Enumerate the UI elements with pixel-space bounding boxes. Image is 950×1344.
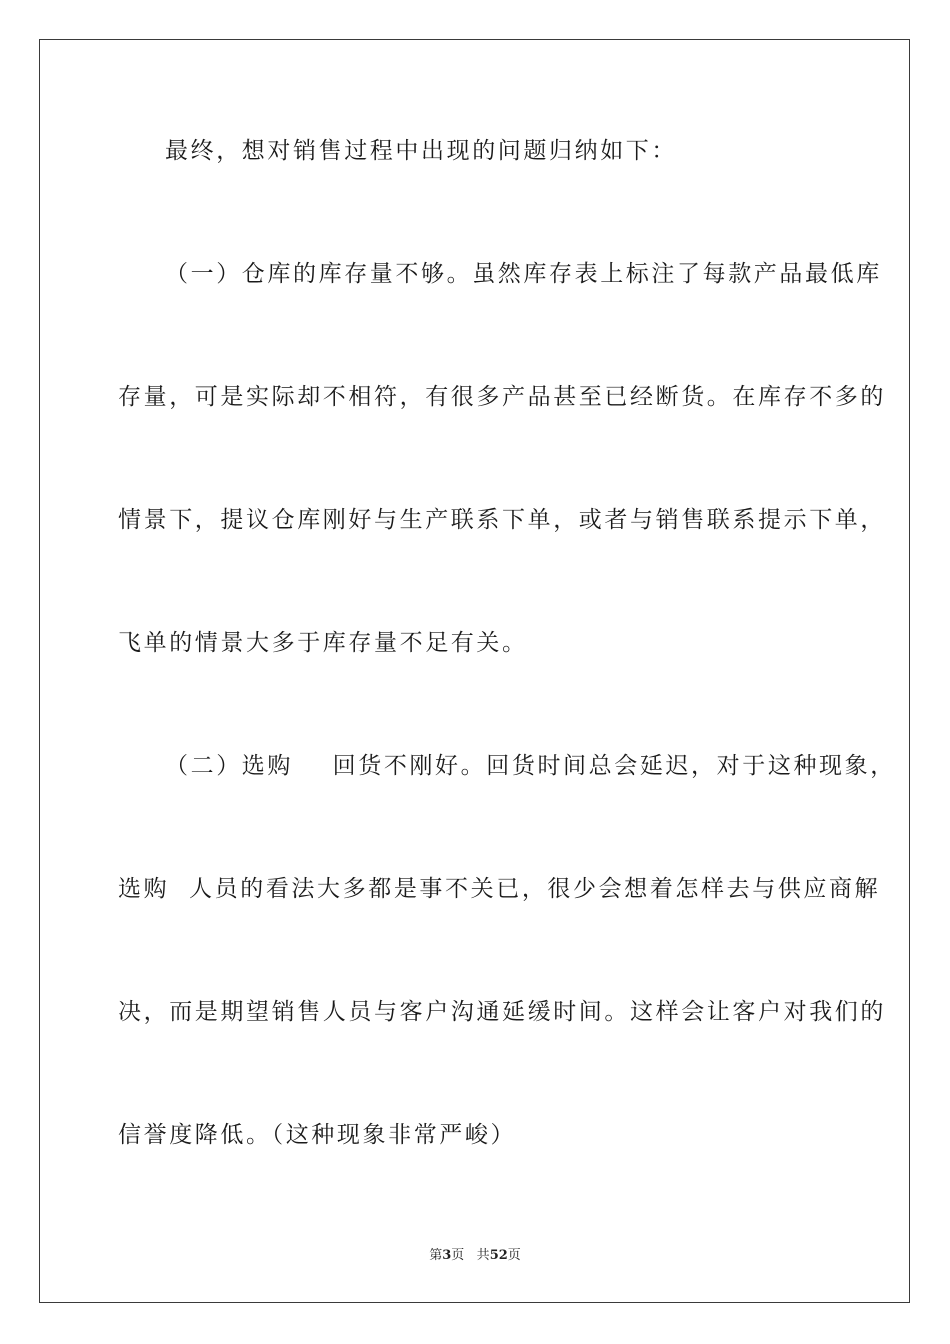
footer-total-pages: 52 [489,1248,508,1263]
paragraph-line: 选购 人员的看法大多都是事不关已，很少会想着怎样去与供应商解 [118,876,881,902]
page-border [39,39,910,1303]
paragraph-line: （二）选购 回货不刚好。回货时间总会延迟，对于这种现象， [165,753,896,779]
paragraph-line: 飞单的情景大多于库存量不足有关。 [118,630,528,656]
page-footer [0,1247,950,1265]
footer-total-suffix: 页 [507,1248,521,1263]
footer-page-suffix: 页 [451,1248,465,1263]
footer-total-prefix: 共 [476,1248,490,1263]
paragraph-line: 情景下，提议仓库刚好与生产联系下单，或者与销售联系提示下单， [118,507,886,533]
footer-page-number: 3 [442,1248,452,1263]
paragraph-line: 最终，想对销售过程中出现的问题归纳如下： [165,138,677,164]
paragraph-line: 存量，可是实际却不相符，有很多产品甚至已经断货。在库存不多的 [118,384,886,410]
paragraph-line: （一）仓库的库存量不够。虽然库存表上标注了每款产品最低库 [165,261,882,287]
paragraph-line: 决，而是期望销售人员与客户沟通延缓时间。这样会让客户对我们的 [118,999,886,1025]
footer-prefix: 第 [429,1248,443,1263]
paragraph-line: 信誉度降低。（这种现象非常严峻） [118,1122,517,1148]
